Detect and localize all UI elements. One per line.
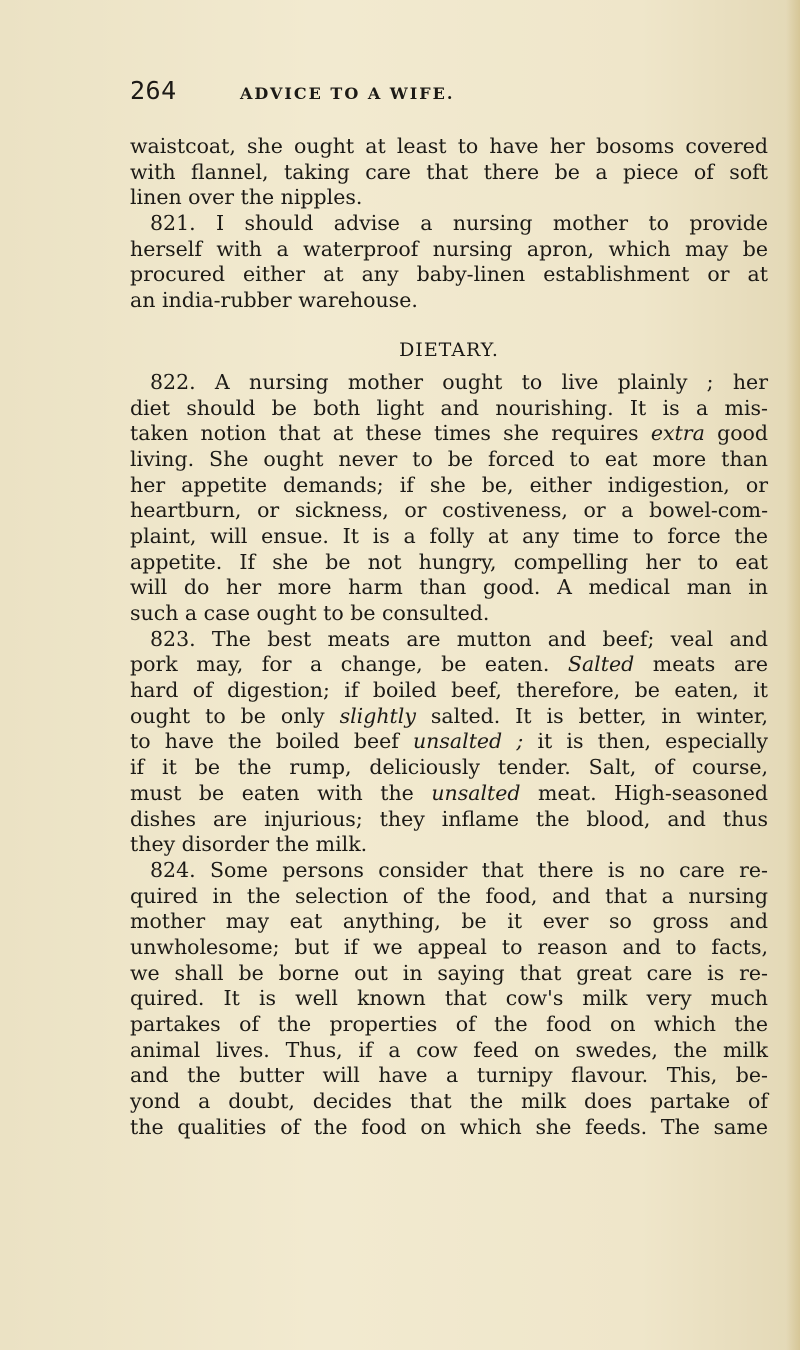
text-line: with flannel, taking care that there be a piece of soft — [130, 159, 768, 184]
paragraph-continuation — [130, 134, 768, 211]
text-line: partakes of the properties of the food on which the — [130, 1012, 768, 1036]
text-line: diet should be both light and nourishing. It is a mis- — [130, 395, 768, 420]
text-line: linen over the nipples. — [130, 185, 363, 210]
running-head: ADVICE TO A WIFE. — [240, 84, 455, 103]
text-line — [130, 729, 768, 755]
italic-text: unsalted ; — [412, 729, 524, 754]
text-segment: must be eaten with the — [130, 780, 432, 805]
text-line: will do her more harm than good. A medical man in — [130, 575, 768, 600]
text-line: they disorder the milk. — [130, 832, 368, 857]
text-line: mother may eat anything, be it ever so gross and — [130, 909, 768, 934]
paragraph-824 — [130, 858, 768, 1141]
text-segment: it is then, especially — [523, 729, 768, 754]
text-segment: meats are — [634, 652, 768, 677]
text-line: hard of digestion; if boiled beef, therefore, be eaten, it — [130, 678, 768, 703]
text-line: quired. It is well known that cow's milk very much — [130, 986, 768, 1011]
text-line: unwholesome; but if we appeal to reason and to facts, — [130, 934, 768, 959]
text-line: 822. A nursing mother ought to live plainly ; her — [150, 369, 768, 394]
page-edge-shadow — [786, 0, 800, 1350]
text-line: her appetite demands; if she be, either indigestion, or — [130, 472, 768, 497]
text-line: an india-rubber warehouse. — [130, 288, 418, 313]
text-line: waistcoat, she ought at least to have her bosoms covered — [130, 134, 768, 158]
text-line: appetite. If she be not hungry, compelling her to eat — [130, 549, 768, 574]
text-segment: good — [704, 421, 768, 446]
text-line: we shall be borne out in saying that great care is re- — [130, 960, 768, 985]
text-line: procured either at any baby-linen establishment or at — [130, 262, 768, 287]
text-line: heartburn, or sickness, or costiveness, or a bowel-com- — [130, 498, 768, 523]
text-line: plaint, will ensue. It is a folly at any time to force the — [130, 523, 768, 548]
text-segment: to have the boiled beef — [130, 729, 413, 754]
text-segment: ought to be only — [130, 703, 340, 728]
text-line: the qualities of the food on which she feeds. The same — [130, 1114, 768, 1139]
text-line: if it be the rump, deliciously tender. Salt, of course, — [130, 755, 768, 780]
page-number: 264 — [130, 76, 177, 105]
text-line: yond a doubt, decides that the milk does partake of — [130, 1089, 768, 1114]
text-line: 821. I should advise a nursing mother to provide — [150, 211, 768, 236]
text-line: herself with a waterproof nursing apron, which may be — [130, 236, 768, 261]
paragraph-823 — [130, 627, 768, 858]
text-line: 823. The best meats are mutton and beef; veal and — [150, 626, 768, 651]
text-segment: salted. It is better, in winter, — [415, 703, 768, 728]
text-line: and the butter will have a turnipy flavour. This, be- — [130, 1063, 768, 1088]
text-line: 824. Some persons consider that there is no care re- — [150, 857, 768, 882]
text-line: animal lives. Thus, if a cow feed on swedes, the milk — [130, 1037, 768, 1062]
text-line — [130, 421, 768, 447]
italic-text: slightly — [339, 703, 416, 728]
italic-text: extra — [650, 421, 705, 446]
body-text — [130, 134, 768, 1140]
italic-text: unsalted — [431, 780, 521, 805]
text-line: dishes are injurious; they inflame the blood, and thus — [130, 806, 768, 831]
text-line: living. She ought never to be forced to eat more than — [130, 446, 768, 471]
text-line: quired in the selection of the food, and that a nursing — [130, 883, 768, 908]
text-segment: taken notion that at these times she requires — [130, 421, 651, 446]
text-line — [130, 781, 768, 807]
paragraph-822 — [130, 370, 768, 627]
text-line — [130, 652, 768, 678]
text-line: such a case ought to be consulted. — [130, 601, 490, 625]
italic-text: Salted — [567, 652, 635, 677]
section-heading: DIETARY. — [399, 338, 499, 361]
paragraph-821 — [130, 211, 768, 314]
page-header — [130, 76, 690, 108]
text-segment: pork may, for a change, be eaten. — [130, 652, 568, 677]
text-line — [130, 704, 768, 730]
text-segment: meat. High-seasoned — [520, 780, 769, 805]
